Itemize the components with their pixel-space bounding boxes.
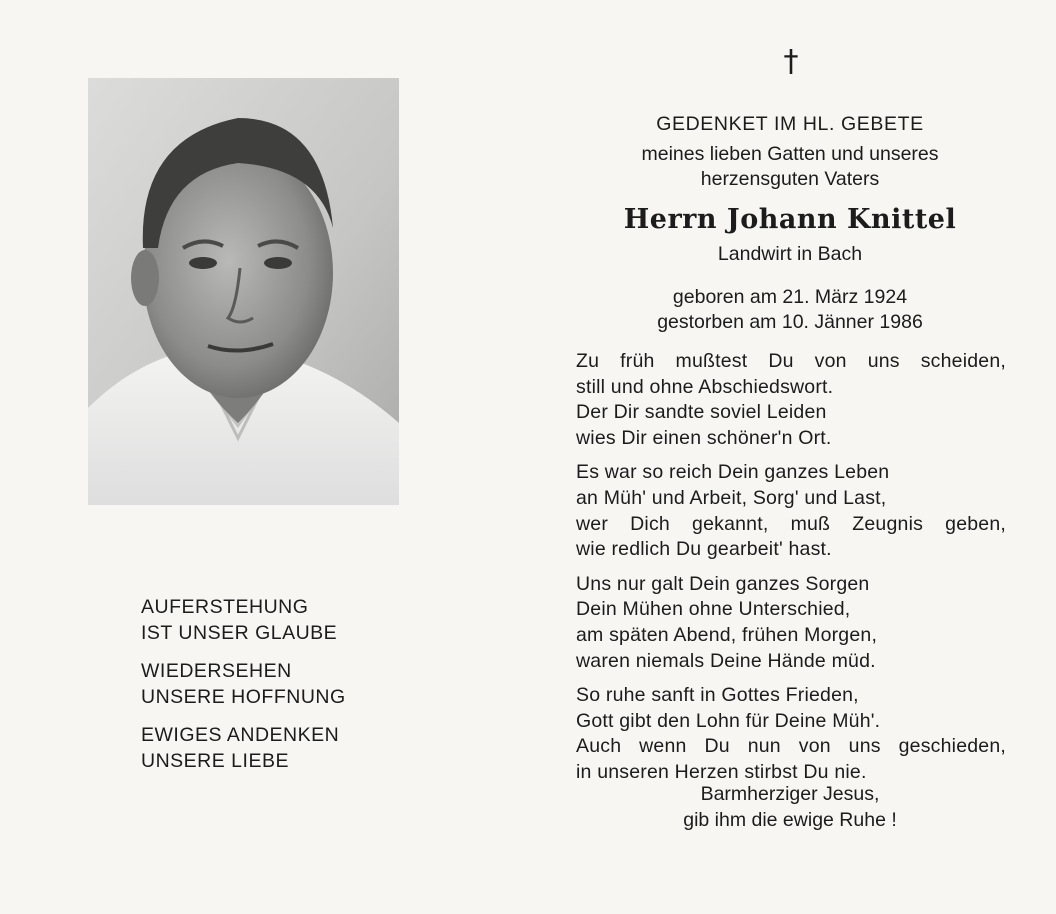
motto-resurrection [141, 594, 346, 646]
heading: GEDENKET IM HL. GEBETE [656, 113, 924, 135]
poem-line: Dein Mühen ohne Unterschied, [576, 598, 851, 621]
death-date: gestorben am 10. Jänner 1986 [657, 311, 923, 333]
intro-text [578, 142, 1002, 192]
motto-reunion [141, 658, 346, 710]
poem-line: an Müh' und Arbeit, Sorg' und Last, [576, 486, 887, 509]
poem-line: am späten Abend, frühen Morgen, [576, 623, 878, 646]
poem-line: wie redlich Du gearbeit' hast. [576, 538, 832, 561]
motto-line: UNSERE HOFFNUNG [141, 686, 346, 708]
poem-line: wer Dich gekannt, muß Zeugnis geben, [576, 512, 1006, 535]
stanza-1 [576, 349, 1006, 451]
stanza-3 [576, 572, 1006, 674]
poem [576, 349, 1006, 795]
closing-line: gib ihm die ewige Ruhe ! [683, 809, 897, 831]
poem-line: Gott gibt den Lohn für Deine Müh'. [576, 709, 881, 732]
motto-line: WIEDERSEHEN [141, 660, 292, 682]
intro-line: meines lieben Gatten und unseres [641, 143, 939, 165]
poem-line: wies Dir einen schöner'n Ort. [576, 426, 832, 449]
intro-line: herzensguten Vaters [700, 168, 880, 190]
poem-line: So ruhe sanft in Gottes Frieden, [576, 684, 859, 707]
poem-line: Uns nur galt Dein ganzes Sorgen [576, 572, 870, 595]
birth-date: geboren am 21. März 1924 [672, 286, 908, 308]
deceased-name: Herrn Johann Knittel [623, 204, 957, 235]
closing-prayer [578, 781, 1002, 833]
stanza-4 [576, 683, 1006, 785]
occupation: Landwirt in Bach [717, 243, 863, 265]
poem-line: Auch wenn Du nun von uns geschieden, [576, 735, 1006, 758]
motto-line: UNSERE LIEBE [141, 750, 289, 772]
motto-line: EWIGES ANDENKEN [141, 724, 340, 746]
cross-icon: † [783, 44, 799, 79]
poem-line: Der Dir sandte soviel Leiden [576, 401, 827, 424]
portrait-photo [88, 78, 399, 505]
life-dates [578, 285, 1002, 335]
poem-line: still und ohne Abschiedswort. [576, 375, 834, 398]
stanza-2 [576, 460, 1006, 562]
motto-line: IST UNSER GLAUBE [141, 622, 338, 644]
motto-remembrance [141, 722, 346, 774]
poem-line: Es war so reich Dein ganzes Leben [576, 461, 890, 484]
poem-line: in unseren Herzen stirbst Du nie. [576, 760, 867, 783]
poem-line: waren niemals Deine Hände müd. [576, 649, 876, 672]
poem-line: Zu früh mußtest Du von uns scheiden, [576, 350, 1006, 372]
motto-block [141, 594, 346, 786]
closing-line: Barmherziger Jesus, [700, 783, 880, 805]
motto-line: AUFERSTEHUNG [141, 596, 309, 618]
